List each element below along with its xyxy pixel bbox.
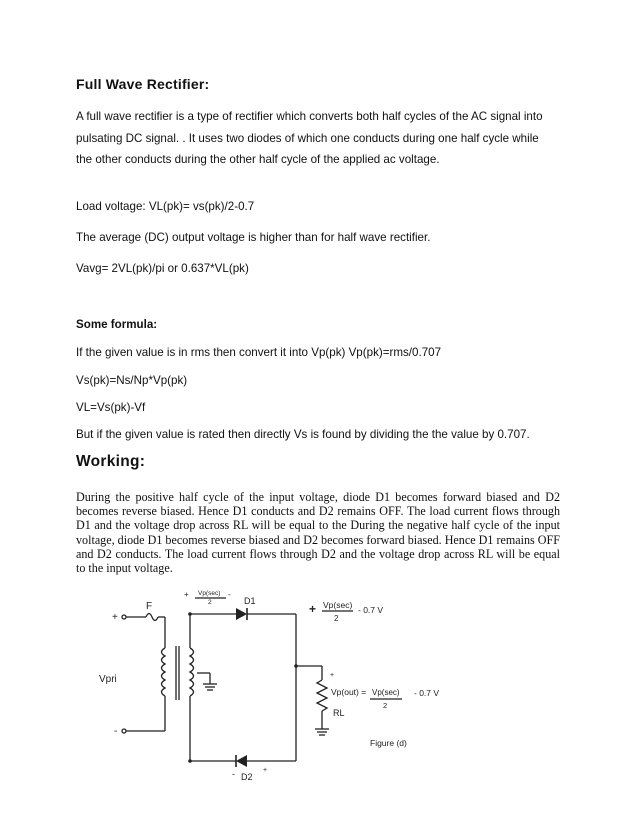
diode-d2 (236, 755, 247, 767)
top-drop-text: - 0.7 V (358, 605, 384, 615)
vl-line: VL=Vs(pk)-Vf (76, 401, 146, 414)
vavg-line: Vavg= 2VL(pk)/pi or 0.637*VL(pk) (76, 262, 249, 275)
vpsec-numerator: Vp(sec) (198, 590, 221, 597)
working-heading: Working: (76, 453, 146, 470)
input-minus-sign: - (114, 726, 118, 737)
top-vpsec-numerator: Vp(sec) (323, 600, 353, 610)
vpsec-denominator: 2 (208, 599, 212, 606)
fuse-symbol (146, 614, 158, 621)
output-plus-sign: + (309, 602, 317, 616)
d2-label: D2 (241, 772, 253, 782)
load-voltage-line: Load voltage: VL(pk)= vs(pk)/2-0.7 (76, 200, 255, 213)
load-resistor (317, 680, 327, 711)
d2-minus-sign: - (232, 769, 235, 779)
top-vpsec-denominator: 2 (334, 614, 339, 623)
rl-label: RL (333, 708, 345, 718)
input-plus-sign: + (112, 612, 118, 623)
vpout-label: Vp(out) = (331, 687, 367, 697)
out-drop-text: - 0.7 V (414, 688, 440, 698)
vpri-label: Vpri (99, 674, 117, 685)
secondary-plus-sign: + (184, 590, 189, 599)
load-plus-sign: + (330, 672, 335, 679)
input-minus-terminal (122, 729, 126, 733)
out-denominator: 2 (383, 701, 388, 710)
secondary-coil (190, 648, 194, 696)
average-voltage-line: The average (DC) output voltage is higher than for half wave rectifier. (76, 231, 431, 244)
primary-coil (162, 648, 166, 696)
figure-caption: Figure (d) (370, 738, 407, 748)
out-numerator: Vp(sec) (372, 688, 400, 697)
d2-plus-sign: + (263, 767, 268, 774)
rated-value-line: But if the given value is rated then directly Vs is found by dividing the the value by 0.707. (76, 428, 530, 441)
page-title: Full Wave Rectifier: (76, 76, 210, 92)
rms-line: If the given value is in rms then convert it into Vp(pk) Vp(pk)=rms/0.707 (76, 346, 442, 359)
working-paragraph: During the positive half cycle of the input voltage, diode D1 becomes forward biased and D2 becomes reverse biased. Hence D1 conducts and D2 remains OFF. The load current flows through D1 and the voltage drop across RL will be equal to the During the negative half cycle of the input voltage, diode D1 becomes reverse biased and D2 becomes forward biased. Hence D1 remains OFF and D2 conducts. The load current flows through D2 and the voltage drop across RL will be equal to the input voltage. (76, 490, 560, 576)
fuse-label: F (146, 601, 153, 612)
secondary-minus-sign: - (228, 590, 231, 599)
diode-d1 (236, 608, 247, 620)
d1-label: D1 (244, 596, 256, 606)
intro-paragraph: A full wave rectifier is a type of rectifier which converts both half cycles of the AC signal into pulsating DC signal. . It uses two diodes of which one conducts during one half cycle while the other conducts during the other half cycle of the applied ac voltage. (76, 110, 543, 166)
some-formula-heading: Some formula: (76, 318, 158, 331)
vs-pk-line: Vs(pk)=Ns/Np*Vp(pk) (76, 374, 188, 387)
input-plus-terminal (122, 615, 126, 619)
